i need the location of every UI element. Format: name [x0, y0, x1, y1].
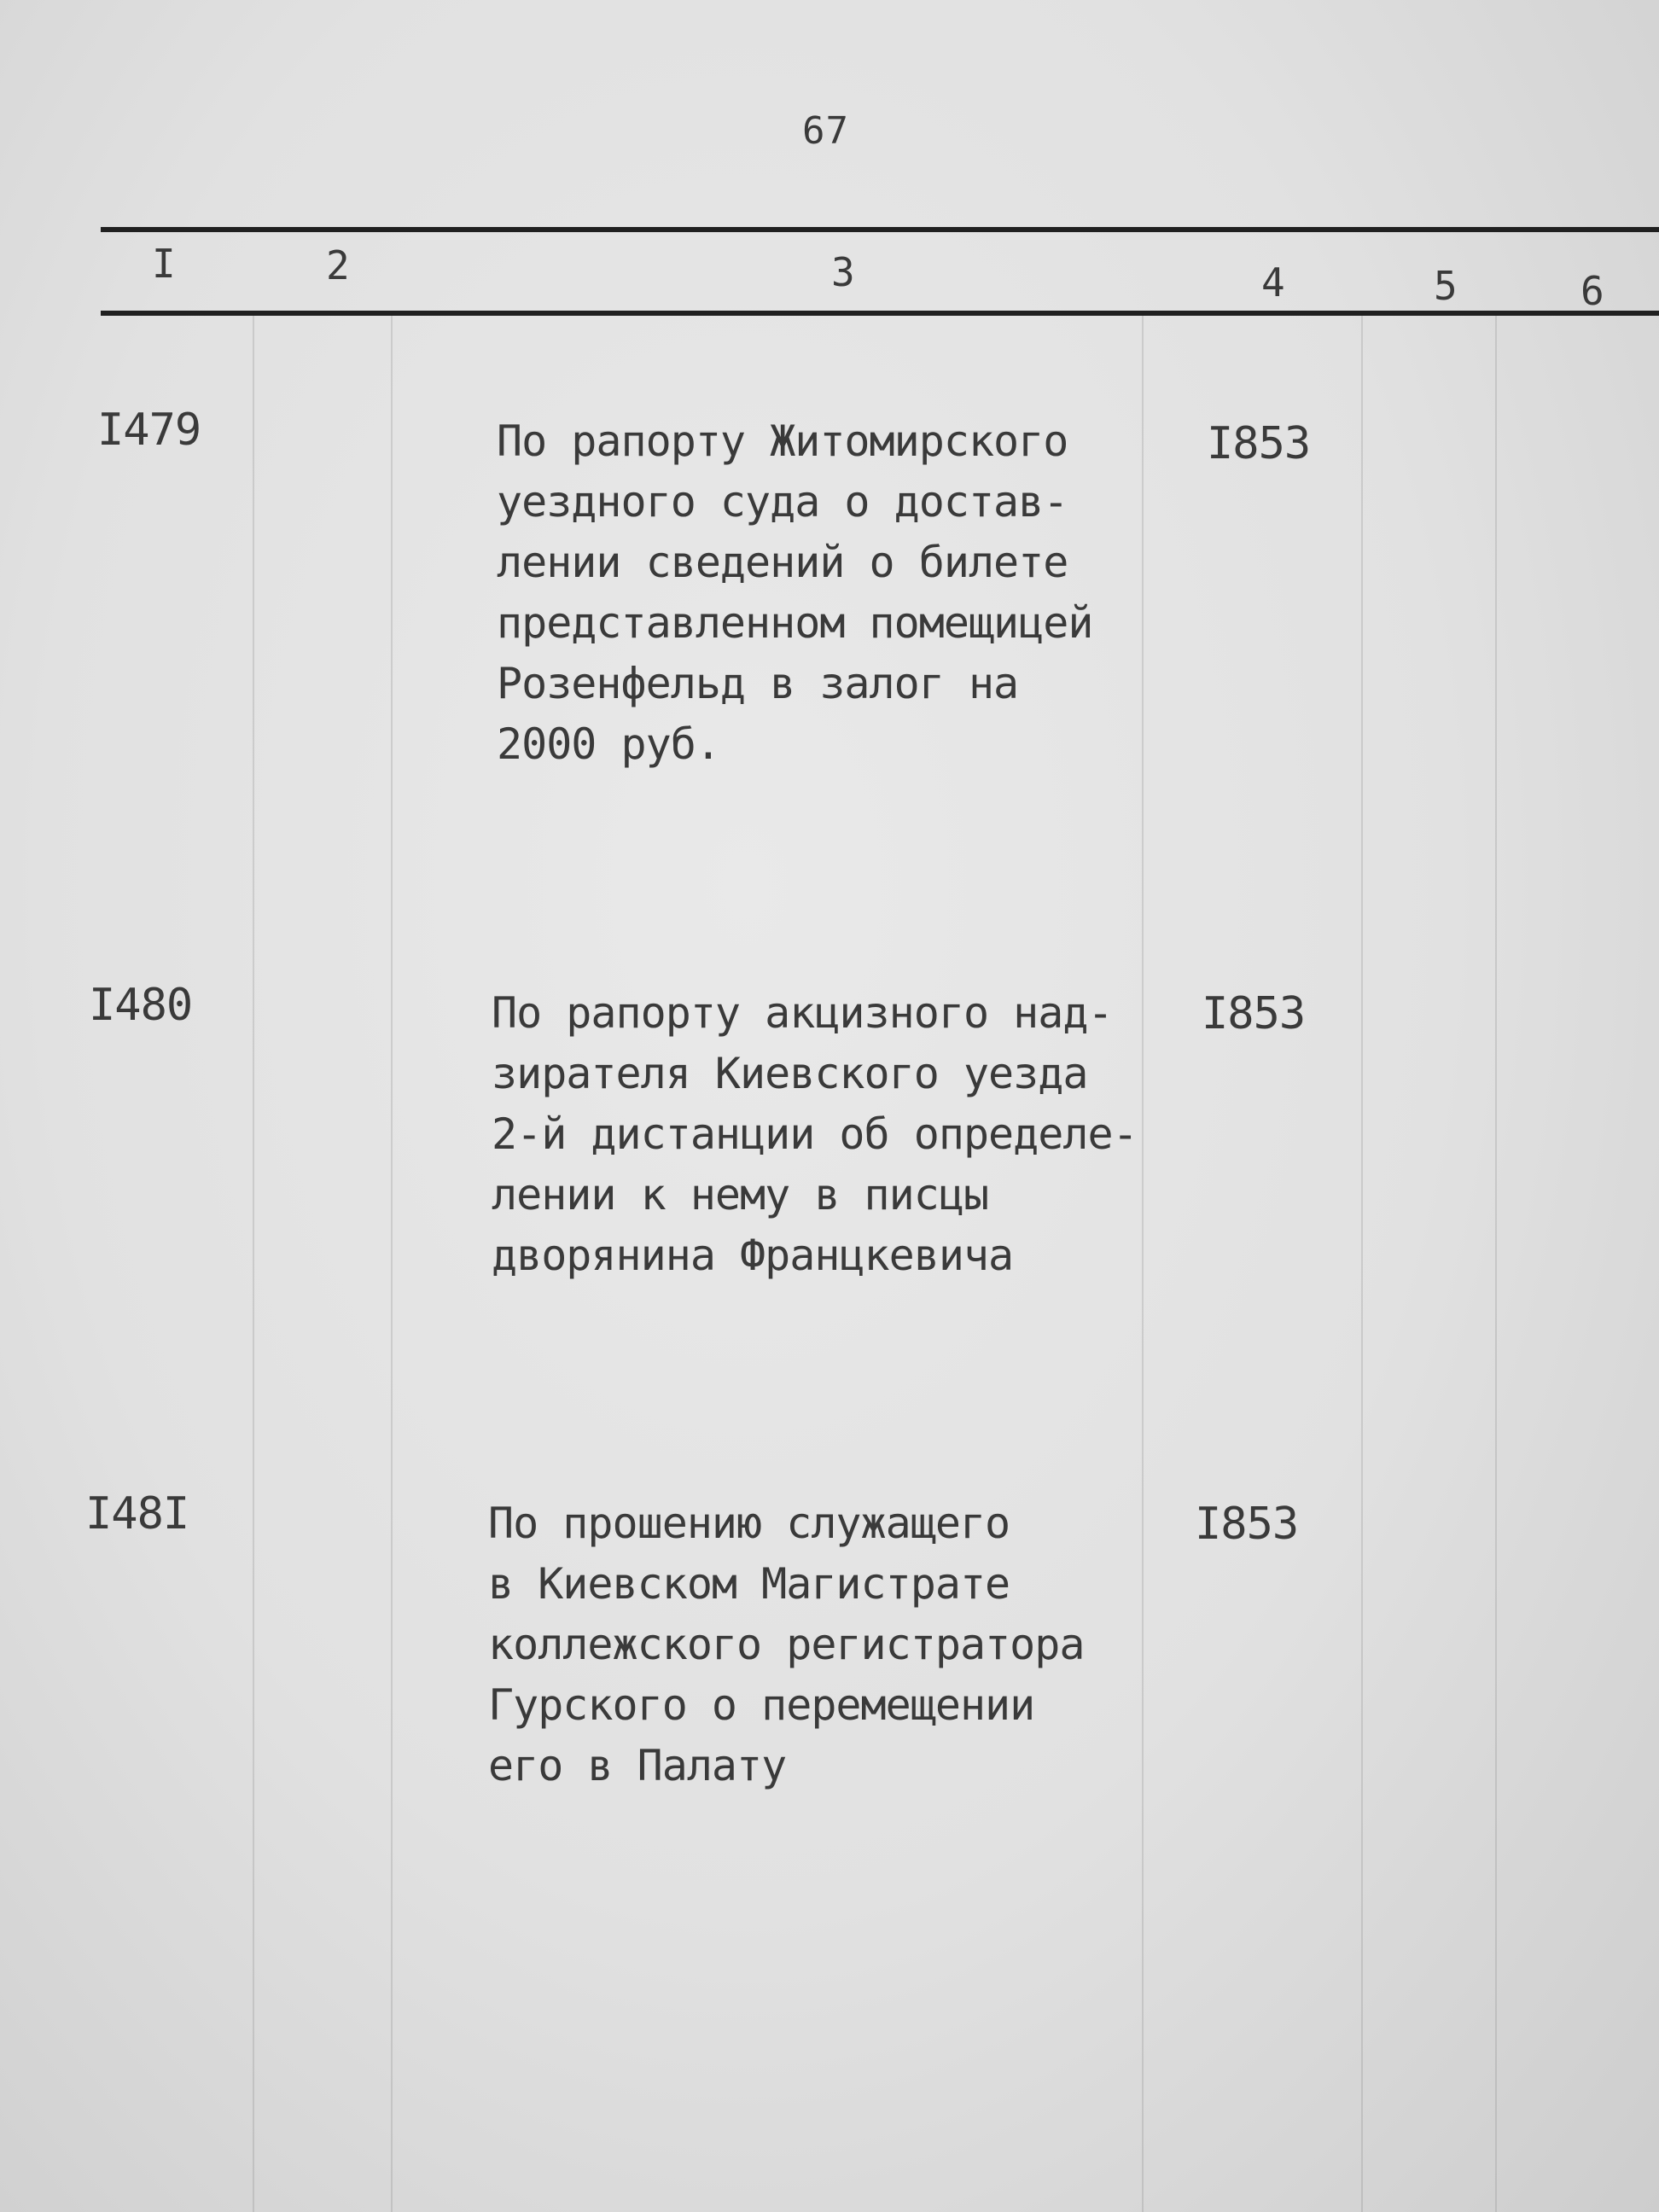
column-number-5: 5 — [1434, 263, 1458, 309]
column-number-3: 3 — [831, 249, 855, 295]
entry-description: По рапорту Житомирского уездного суда о достав- лении сведений о билете представленном помещицей Розенфельд в залог на 2000 руб. — [497, 416, 1093, 769]
header-top-rule — [101, 227, 1659, 232]
entry-description: По прошению служащего в Киевском Магистрате коллежского регистратора Гурского о перемещении его в Палату — [488, 1499, 1085, 1790]
entry-id: I48I — [85, 1488, 189, 1540]
entry-year: I853 — [1207, 418, 1311, 469]
column-divider — [1361, 316, 1363, 2212]
column-number-1: I — [152, 241, 176, 287]
column-divider — [253, 316, 254, 2212]
header-bottom-rule — [101, 311, 1659, 316]
entry-id: I480 — [89, 980, 193, 1031]
column-number-2: 2 — [326, 242, 350, 288]
column-divider — [391, 316, 393, 2212]
entry-id: I479 — [97, 405, 201, 456]
page-number: 67 — [802, 109, 849, 153]
column-number-6: 6 — [1580, 268, 1604, 314]
column-divider — [1495, 316, 1497, 2212]
entry-description: По рапорту акцизного над- зирателя Киевского уезда 2-й дистанции об определе- лении к нему в писцы дворянина Францкевича — [492, 988, 1138, 1280]
entry-year: I853 — [1202, 988, 1306, 1039]
column-number-4: 4 — [1261, 259, 1285, 306]
entry-year: I853 — [1195, 1499, 1299, 1550]
column-divider — [1142, 316, 1144, 2212]
